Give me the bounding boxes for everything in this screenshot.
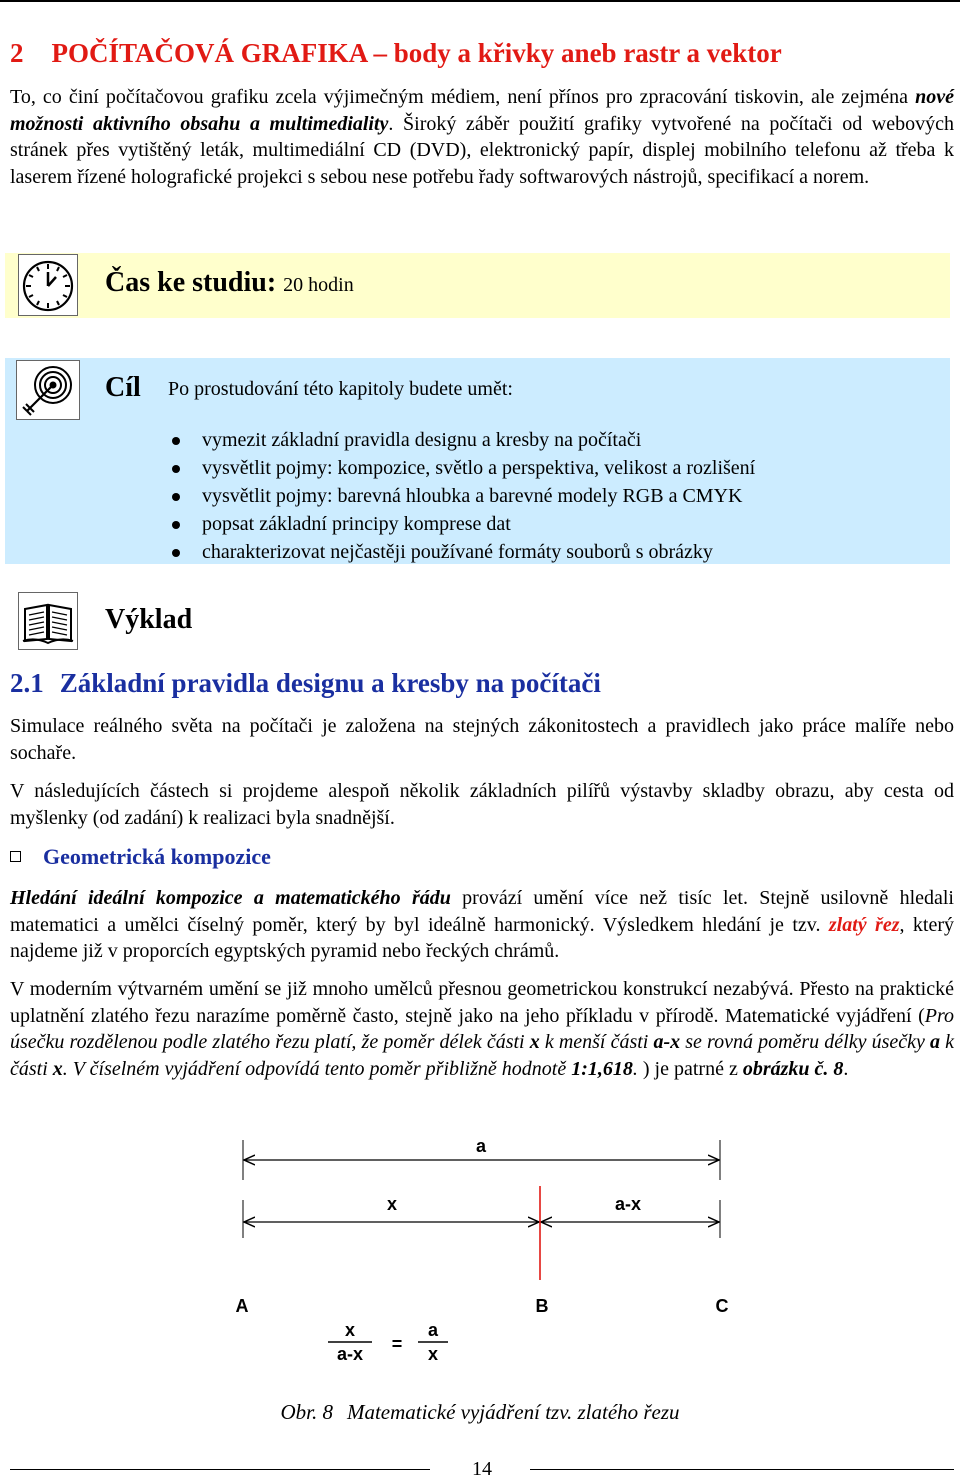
chapter-title-text: POČÍTAČOVÁ GRAFIKA – body a křivky aneb rastr a vektor xyxy=(51,38,782,68)
intro-emphasis: nové možnosti aktivního obsahu a multimediality xyxy=(10,86,954,135)
subsection-emphasis: Hledání ideální kompozice a matematického řádu xyxy=(10,887,451,909)
fraction-right-numerator: a xyxy=(427,1320,439,1340)
subsection-paragraph-2 xyxy=(10,976,954,1082)
subsection-text: . xyxy=(843,1057,849,1080)
section-number: 2.1 xyxy=(10,668,44,698)
target-icon xyxy=(16,360,80,420)
subsection-text: , který najdeme již v proporcích egyptských pyramid nebo řeckých chrámů. xyxy=(10,913,954,962)
intro-text-2: . Široký záběr použití grafiky vytvořené na počítači od webových stránek přes vytištěný leták, multimediální CD (DVD), elektronický papír, displej mobilního telefonu až třeba k laserem řízené holografické projekci s sebou nese potřebu řady softwarových nástrojů, specifikací a norem. xyxy=(10,112,954,188)
goal-list xyxy=(170,426,755,566)
label-a: a xyxy=(475,1136,487,1156)
variable-a: a xyxy=(930,1031,940,1053)
goal-intro: Po prostudování této kapitoly budete umět: xyxy=(168,378,513,400)
variable-a-minus-x: a-x xyxy=(653,1031,681,1053)
chapter-number: 2 xyxy=(10,38,24,68)
top-rule xyxy=(0,0,960,2)
ratio-value: 1:1,618 xyxy=(571,1057,633,1080)
label-a-minus-x: a-x xyxy=(614,1194,642,1214)
section-title-text: Základní pravidla designu a kresby na počítači xyxy=(59,668,601,698)
point-C: C xyxy=(715,1296,729,1316)
golden-ratio-figure xyxy=(200,1130,760,1380)
subsection-title: Geometrická kompozice xyxy=(43,844,271,869)
figure-caption xyxy=(0,1400,960,1425)
list-item: vysvětlit pojmy: kompozice, světlo a perspektiva, velikost a rozlišení xyxy=(170,454,755,482)
fraction-right-denominator: x xyxy=(427,1344,439,1364)
intro-text-1: To, co činí počítačovou grafiku zcela výjimečným médiem, není přínos pro zpracování tiskovin, ale zejména xyxy=(10,86,916,108)
golden-ratio-term: zlatý řez xyxy=(828,913,900,936)
subsection-text: ) je patrné z xyxy=(637,1057,743,1080)
subsection-paragraph-1 xyxy=(10,885,954,965)
study-time-value: 20 hodin xyxy=(283,274,354,296)
definition-text: . V číselném vyjádření odpovídá tento poměr přibližně hodnotě xyxy=(62,1057,572,1080)
point-B: B xyxy=(535,1296,549,1316)
study-time-label xyxy=(105,267,354,299)
variable-x: x xyxy=(52,1057,63,1080)
list-item: vysvětlit pojmy: barevná hloubka a barevné modely RGB a CMYK xyxy=(170,482,755,510)
checkbox-bullet-icon xyxy=(10,851,21,862)
section-paragraph-2: V následujících částech si projdeme alespoň několik základních pilířů výstavby skladby obrazu, aby cesta od myšlenky (od zadání) k realizaci byla snadnější. xyxy=(10,780,954,829)
subsection-text: provází umění více než tisíc let. Stejně usilovně hledali matematici a umělci číselný poměr, který by byl ideálně harmonický. Výsledkem hledání je tzv. xyxy=(10,887,954,936)
definition-text: . xyxy=(632,1057,638,1080)
figure-reference: obrázku č. 8 xyxy=(742,1057,844,1080)
list-item: vymezit základní pravidla designu a kresby na počítači xyxy=(170,426,755,454)
list-item: charakterizovat nejčastěji používané formáty souborů s obrázky xyxy=(170,538,755,566)
section-title xyxy=(10,668,601,699)
definition-text: se rovná poměru délky úsečky xyxy=(680,1031,930,1053)
fraction-left-numerator: x xyxy=(344,1320,356,1340)
caption-number: Obr. 8 xyxy=(280,1400,333,1424)
point-A: A xyxy=(235,1296,249,1316)
clock-icon xyxy=(18,254,78,316)
chapter-title xyxy=(10,38,782,69)
definition-text: k menší části xyxy=(539,1031,654,1053)
section-paragraph-1: Simulace reálného světa na počítači je založena na stejných zákonitostech a pravidlech jako práce malíře nebo sochaře. xyxy=(10,715,954,764)
definition-text: Pro úsečku rozdělenou podle zlatého řezu platí, že poměr délek části xyxy=(10,1004,954,1053)
subsection-text: V moderním výtvarném umění se již mnoho umělců přesnou geometrickou konstrukcí nezabývá. Přesto na praktické uplatnění zlatého řezu narazíme poměrně často, stejně jako na jeho příkladu v přírodě. Matematické vyjádření ( xyxy=(10,978,954,1027)
footer-rule-right xyxy=(530,1469,954,1470)
definition-text: k části xyxy=(10,1031,954,1080)
equals-sign: = xyxy=(391,1334,403,1354)
label-x: x xyxy=(386,1194,398,1214)
fraction-left-denominator: a-x xyxy=(336,1344,364,1364)
footer-rule-left xyxy=(10,1469,430,1470)
goal-heading: Cíl xyxy=(105,372,141,403)
book-icon xyxy=(18,592,78,650)
explanation-heading: Výklad xyxy=(105,604,193,635)
intro-paragraph xyxy=(10,84,954,190)
subsection-heading xyxy=(10,844,271,870)
caption-text: Matematické vyjádření tzv. zlatého řezu xyxy=(346,1400,680,1424)
page-number: 14 xyxy=(472,1458,492,1480)
variable-x: x xyxy=(529,1031,540,1053)
study-time-label-text: Čas ke studiu: xyxy=(105,267,277,298)
list-item: popsat základní principy komprese dat xyxy=(170,510,755,538)
